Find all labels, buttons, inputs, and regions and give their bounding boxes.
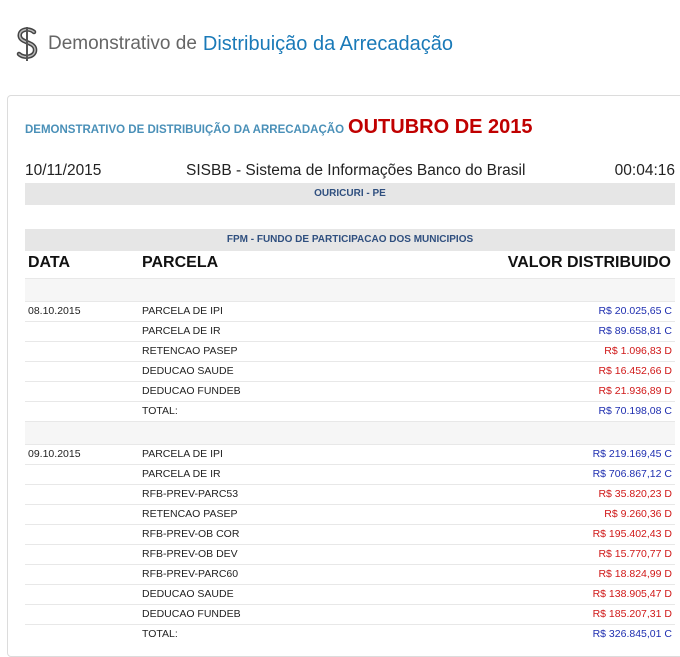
row-parcela: DEDUCAO SAUDE — [142, 588, 234, 600]
distribution-table — [25, 278, 675, 644]
row-parcela: TOTAL: — [142, 628, 178, 640]
report-month: OUTUBRO DE 2015 — [348, 116, 533, 138]
row-valor: R$ 138.905,47 D — [592, 588, 672, 600]
report-date: 10/11/2015 — [25, 162, 102, 179]
row-valor: R$ 89.658,81 C — [598, 325, 672, 337]
row-valor: R$ 18.824,99 D — [598, 568, 672, 580]
table-row — [25, 564, 675, 584]
row-parcela: DEDUCAO FUNDEB — [142, 608, 241, 620]
row-parcela: PARCELA DE IPI — [142, 305, 223, 317]
row-valor: R$ 1.096,83 D — [604, 345, 672, 357]
row-valor: R$ 195.402,43 D — [592, 528, 672, 540]
table-row — [25, 444, 675, 464]
page-title: Distribuição da Arrecadação — [202, 32, 454, 55]
row-date: 08.10.2015 — [28, 305, 81, 317]
row-valor: R$ 21.936,89 D — [598, 385, 672, 397]
municipality-bar — [25, 183, 675, 205]
table-row — [25, 464, 675, 484]
report-time: 00:04:16 — [614, 162, 675, 179]
table-row — [25, 624, 675, 644]
row-valor: R$ 185.207,31 D — [592, 608, 672, 620]
row-parcela: RFB-PREV-OB DEV — [142, 548, 238, 560]
report-label: DEMONSTRATIVO DE DISTRIBUIÇÃO DA ARRECADAÇÃO — [25, 124, 345, 136]
row-valor: R$ 20.025,65 C — [598, 305, 672, 317]
table-row — [25, 361, 675, 381]
system-name: SISBB - Sistema de Informações Banco do Brasil — [186, 162, 526, 179]
system-info-row — [25, 162, 675, 182]
column-header-data: DATA — [28, 254, 71, 271]
row-valor: R$ 9.260,36 D — [604, 508, 672, 520]
row-valor: R$ 15.770,77 D — [598, 548, 672, 560]
row-parcela: RFB-PREV-PARC60 — [142, 568, 239, 580]
row-parcela: DEDUCAO SAUDE — [142, 365, 234, 377]
table-row — [25, 604, 675, 624]
column-header-valor: VALOR DISTRIBUIDO — [507, 254, 671, 271]
fund-bar — [25, 229, 675, 251]
municipality-name: OURICURI - PE — [314, 188, 386, 199]
row-valor: R$ 706.867,12 C — [592, 468, 672, 480]
table-row — [25, 381, 675, 401]
row-parcela: DEDUCAO FUNDEB — [142, 385, 241, 397]
group-spacer — [25, 278, 675, 301]
table-row — [25, 401, 675, 421]
report-heading — [25, 116, 533, 139]
row-parcela: RETENCAO PASEP — [142, 345, 238, 357]
table-row — [25, 584, 675, 604]
page-header — [14, 24, 453, 64]
row-date: 09.10.2015 — [28, 448, 81, 460]
row-parcela: PARCELA DE IR — [142, 468, 221, 480]
row-valor: R$ 35.820,23 D — [598, 488, 672, 500]
table-row — [25, 544, 675, 564]
group-spacer — [25, 421, 675, 444]
money-logo-icon — [14, 27, 42, 61]
row-parcela: PARCELA DE IR — [142, 325, 221, 337]
table-row — [25, 504, 675, 524]
row-parcela: PARCELA DE IPI — [142, 448, 223, 460]
row-valor: R$ 219.169,45 C — [592, 448, 672, 460]
table-row — [25, 321, 675, 341]
column-header-parcela: PARCELA — [142, 254, 219, 271]
row-parcela: TOTAL: — [142, 405, 178, 417]
header-prefix: Demonstrativo de — [48, 33, 197, 54]
row-valor: R$ 16.452,66 D — [598, 365, 672, 377]
table-row — [25, 341, 675, 361]
table-row — [25, 524, 675, 544]
table-row — [25, 484, 675, 504]
row-parcela: RETENCAO PASEP — [142, 508, 238, 520]
row-parcela: RFB-PREV-OB COR — [142, 528, 240, 540]
row-parcela: RFB-PREV-PARC53 — [142, 488, 239, 500]
fund-name: FPM - FUNDO DE PARTICIPACAO DOS MUNICIPIOS — [226, 234, 474, 245]
table-header — [25, 254, 675, 276]
row-valor: R$ 70.198,08 C — [598, 405, 672, 417]
table-row — [25, 301, 675, 321]
row-valor: R$ 326.845,01 C — [592, 628, 672, 640]
